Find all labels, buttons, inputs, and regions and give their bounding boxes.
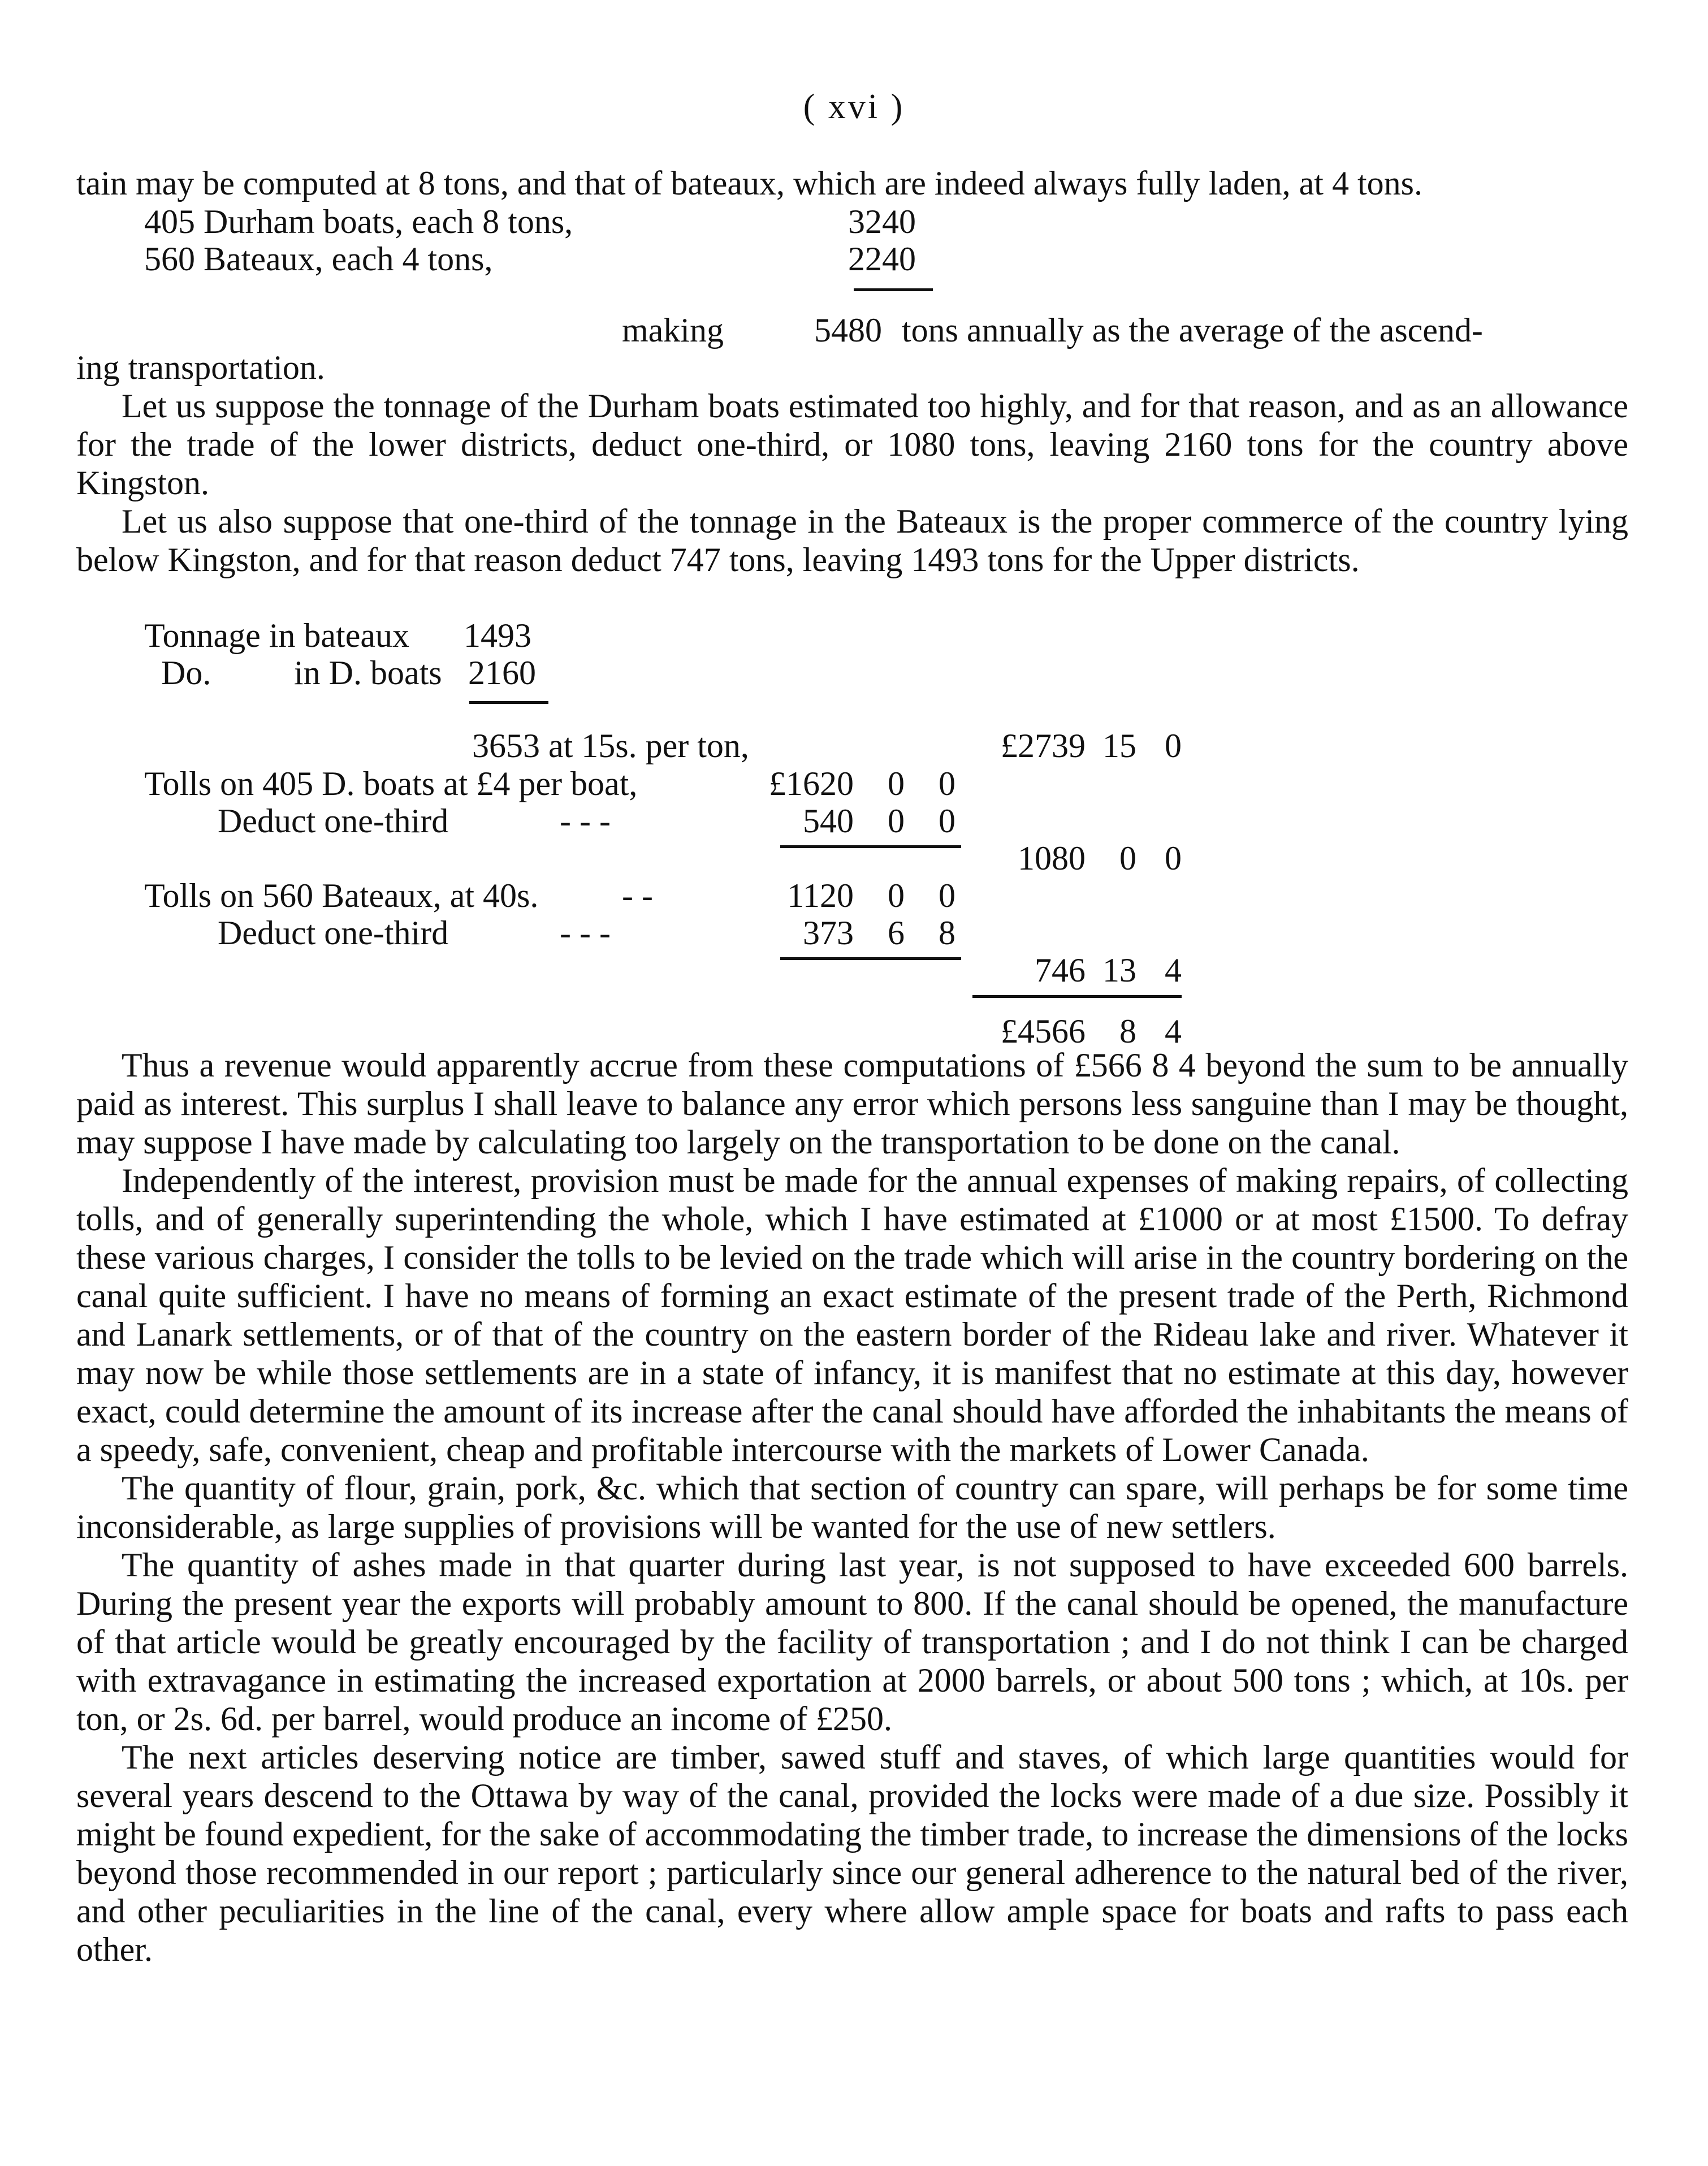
tolls-durham-net-pence: 0: [1165, 840, 1182, 877]
page-number: ( xvi ): [803, 88, 905, 126]
tonnage-line-2-value: 2160: [468, 654, 536, 691]
boats-total-tail: tons annually as the average of the ascend-: [902, 312, 1483, 349]
tolls-bateaux-deduct-shillings: 6: [888, 914, 905, 952]
tolls-sum-shillings: 15: [1102, 727, 1136, 764]
tolls-bateaux-deduct-label: Deduct one-third: [218, 914, 449, 952]
tolls-bateaux-pence: 0: [939, 877, 955, 914]
tolls-sum-pence: 0: [1165, 727, 1182, 764]
tolls-bateaux-deduct-dashes: - - -: [560, 914, 611, 952]
tolls-bateaux-net-pence: 4: [1165, 952, 1182, 989]
boats-total-value: 5480: [814, 312, 882, 349]
tolls-total-rule: [972, 995, 1182, 998]
tolls-bateaux-net-pounds: 746: [1035, 952, 1086, 989]
boats-row-1-label: 405 Durham boats, each 8 tons,: [144, 203, 573, 240]
body-paragraphs: [76, 1046, 1628, 1969]
tolls-durham-rule: [780, 845, 961, 848]
tolls-durham-deduct-pence: 0: [939, 802, 955, 840]
tolls-bateaux-deduct-pence: 8: [939, 914, 955, 952]
paragraph-expenses: Independently of the interest, provision must be made for the annual expenses of making repairs, of collecting tolls, and of generally superintending the whole, which I have estimated at £1000 or at most £1500. To defray these various charges, I consider the tolls to be levied on the trade which will arise in the country bordering on the canal quite sufficient. I have no means of forming an exact estimate of the present trade of the Perth, Richmond and Lanark settlements, or of that of the country on the eastern border of the Rideau lake and river. Whatever it may now be while those settlements are in a state of infancy, it is manifest that no estimate at this day, however exact, could determine the amount of its increase after the canal should have afforded the inhabitants the means of a speedy, safe, convenient, cheap and profitable intercourse with the markets of Lower Canada.: [76, 1162, 1628, 1468]
paragraph-ashes: The quantity of ashes made in that quarter during last year, is not supposed to have exceeded 600 barrels. During the present year the exports will probably amount to 800. If the canal should be opened, the manufacture of that article would be greatly encouraged by the facility of transportation ; and I do not think I can be charged with extravagance in estimating the increased exportation at 2000 barrels, or about 500 tons ; which, at 10s. per ton, or 2s. 6d. per barrel, would produce an income of £250.: [76, 1546, 1628, 1737]
boats-sum-rule: [854, 288, 933, 291]
tolls-bateaux-rule: [780, 957, 961, 960]
tolls-durham-deduct-pounds: 540: [803, 802, 854, 840]
tolls-total-shillings: 8: [1119, 1013, 1136, 1050]
tolls-bateaux-pounds: 1120: [787, 877, 854, 914]
boats-row-1-value: 3240: [848, 203, 916, 240]
para-suppose-durham: [76, 387, 1628, 502]
tolls-durham-net-shillings: 0: [1119, 840, 1136, 877]
tolls-durham-pence: 0: [939, 765, 955, 802]
tolls-bateaux-shillings: 0: [888, 877, 905, 914]
tonnage-line-1-label: Tonnage in bateaux: [144, 617, 409, 654]
paragraph-flour: The quantity of flour, grain, pork, &c. which that section of country can spare, will perhaps be for some time inconsiderable, as large supplies of provisions will be wanted for the use of new settlers.: [76, 1469, 1628, 1545]
tolls-bateaux-dashes: - -: [622, 877, 653, 914]
opening-line: [76, 164, 1628, 202]
para-suppose-durham-text: Let us suppose the tonnage of the Durham boats estimated too highly, and for that reason, and as an allowance for the trade of the lower districts, deduct one-third, or 1080 tons, leaving 2160 tons for the country above Kingston.: [76, 387, 1628, 501]
para-suppose-bateaux-text: Let us also suppose that one-third of the tonnage in the Bateaux is the proper commerce of the country lying below Kingston, and for that reason deduct 747 tons, leaving 1493 tons for the Upper districts.: [76, 503, 1628, 578]
tolls-total-pence: 4: [1165, 1013, 1182, 1050]
tolls-durham-label: Tolls on 405 D. boats at £4 per boat,: [144, 765, 638, 802]
tolls-bateaux-deduct-pounds: 373: [803, 914, 854, 952]
tolls-durham-pounds: £1620: [769, 765, 854, 802]
boats-total-label: making: [622, 312, 724, 349]
tolls-durham-deduct-dashes: - - -: [560, 802, 611, 840]
tolls-sum-pounds: £2739: [1001, 727, 1086, 764]
tonnage-line-2-sub: in D. boats: [294, 654, 442, 691]
paragraph-revenue: Thus a revenue would apparently accrue from these computations of £566 8 4 beyond the sum to be annually paid as interest. This surplus I shall leave to balance any error which persons less sanguine than I may be thought, may suppose I have made by calculating too largely on the transportation to be done on the canal.: [76, 1047, 1628, 1161]
tolls-bateaux-net-shillings: 13: [1102, 952, 1136, 989]
tolls-sum-line: 3653 at 15s. per ton,: [472, 727, 749, 764]
tolls-bateaux-label: Tolls on 560 Bateaux, at 40s.: [144, 877, 539, 914]
boats-row-2-value: 2240: [848, 240, 916, 278]
tolls-durham-net-pounds: 1080: [1018, 840, 1086, 877]
tonnage-line-2-label: Do.: [161, 654, 211, 691]
boats-continuation: ing transportation.: [76, 349, 325, 386]
tolls-durham-deduct-label: Deduct one-third: [218, 802, 449, 840]
tolls-total-pounds: £4566: [1001, 1013, 1086, 1050]
boats-row-2-label: 560 Bateaux, each 4 tons,: [144, 240, 493, 278]
paragraph-timber: The next articles deserving notice are timber, sawed stuff and staves, of which large quantities would for several years descend to the Ottawa by way of the canal, provided the locks were made of a due size. Possibly it might be found expedient, for the sake of accommodating the timber trade, to increase the dimensions of the locks beyond those recommended in our report ; particularly since our general adherence to the natural bed of the river, and other peculiarities in the line of the canal, every where allow ample space for boats and rafts to pass each other.: [76, 1739, 1628, 1968]
tolls-durham-shillings: 0: [888, 765, 905, 802]
tonnage-line-1-value: 1493: [464, 617, 531, 654]
para-suppose-bateaux: [76, 502, 1628, 579]
tolls-durham-deduct-shillings: 0: [888, 802, 905, 840]
opening-line-text: tain may be computed at 8 tons, and that of bateaux, which are indeed always fully laden, at 4 tons.: [76, 165, 1422, 202]
tonnage-sum-rule: [469, 701, 548, 704]
